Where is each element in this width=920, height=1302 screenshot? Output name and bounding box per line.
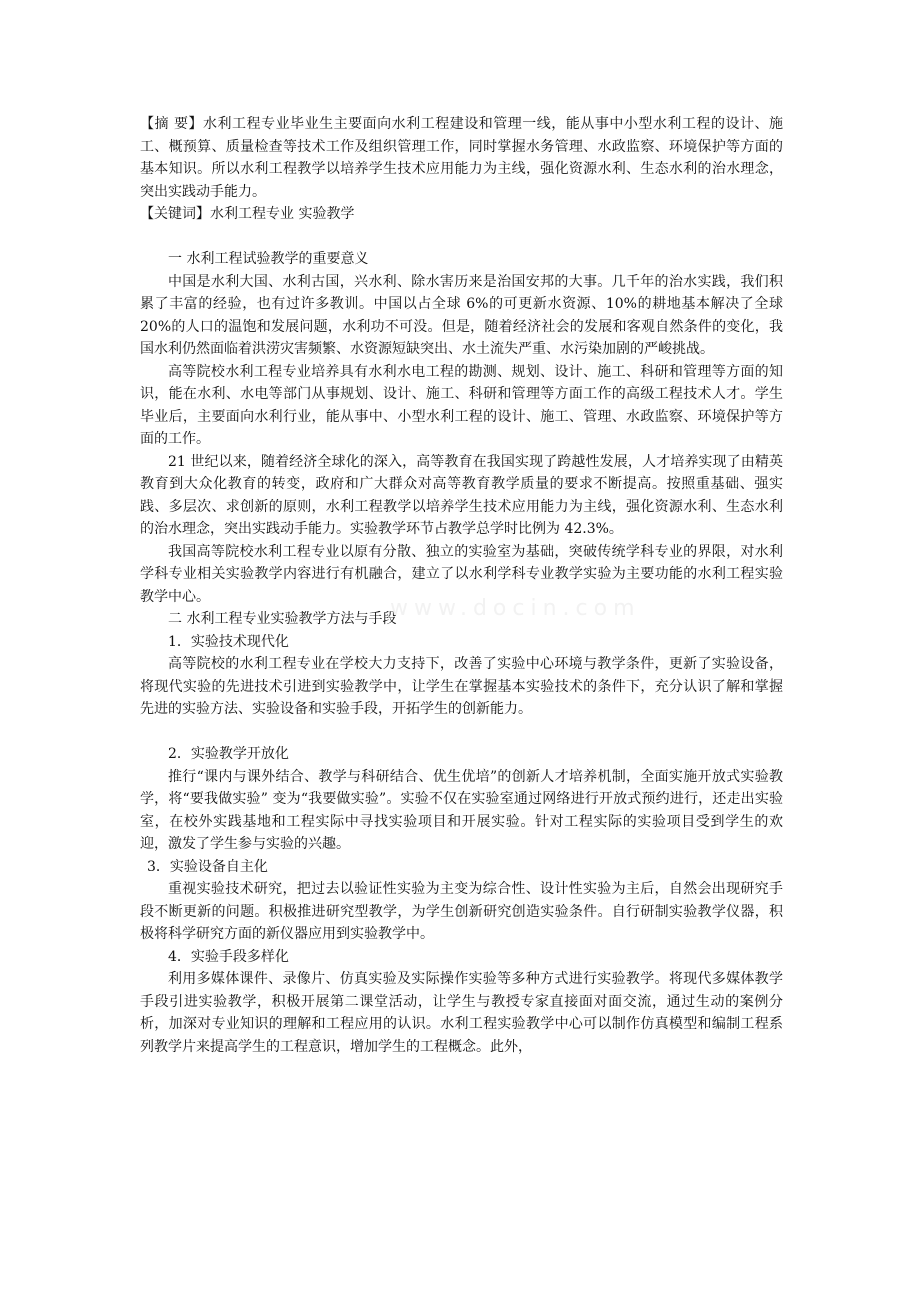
spacer xyxy=(140,226,783,249)
item1-title: 1．实验技术现代化 xyxy=(168,633,289,650)
section1-paragraph-1: 中国是水利大国、水利古国，兴水利、除水害历来是治国安邦的大事。几千年的治水实践，我们积累了丰富的经验，也有过许多教训。中国以占全球 6%的可更新水资源、10%的耕地基本解决了全球 20%的人口的温饱和发展问题，水利功不可没。但是，随着经济社会的发展和客观自然条件的变化，我国水利仍然面临着洪涝灾害频繁、水资源短缺突出、水土流失严重、水污染加剧的严峻挑战。 xyxy=(140,273,783,357)
watermark-text: www.docin.com xyxy=(390,596,641,621)
section1-heading: 一 水利工程试验教学的重要意义 xyxy=(168,251,369,267)
abstract-paragraph: 【摘 要】水利工程专业毕业生主要面向水利工程建设和管理一线，能从事中小型水利工程的设计、施工、概预算、质量检查等技术工作及组织管理工作，同时掌握水务管理、水政监察、环境保护等方面的基本知识。所以水利工程教学以培养学生技术应用能力为主线，强化资源水利、生态水利的治水理念，突出实践动手能力。 xyxy=(140,116,783,200)
section1-paragraph-4: 我国高等院校水利工程专业以原有分散、独立的实验室为基础，突破传统学科专业的界限，对水利学科专业相关实验教学内容进行有机融合，建立了以水利学科专业教学实验为主要功能的水利工程实验教学中心。 xyxy=(140,543,783,605)
item3-paragraph: 重视实验技术研究，把过去以验证性实验为主变为综合性、设计性实验为主后，自然会出现研究手段不断更新的问题。积极推进研究型教学，为学生创新研究创造实验条件。自行研制实验教学仪器，积极将科学研究方面的新仪器应用到实验教学中。 xyxy=(140,881,783,942)
section1-paragraph-3: 21 世纪以来，随着经济全球化的深入，高等教育在我国实现了跨越性发展，人才培养实现了由精英教育到大众化教育的转变，政府和广大群众对高等教育教学质量的要求不断提高。按照重基础、强实践、多层次、求创新的原则，水利工程教学以培养学生技术应用能力为主线，强化资源水利、生态水利的治水理念，突出实践动手能力。实验教学环节占教学总学时比例为 42.3%。 xyxy=(140,453,783,537)
item3-title: 3．实验设备自主化 xyxy=(147,858,268,875)
item1-paragraph: 高等院校的水利工程专业在学校大力支持下，改善了实验中心环境与教学条件，更新了实验设备，将现代实验的先进技术引进到实验教学中，让学生在掌握基本实验技术的条件下，充分认识了解和掌握先进的实验方法、实验设备和实验手段，开拓学生的创新能力。 xyxy=(140,656,783,717)
spacer xyxy=(140,721,783,744)
keywords-line: 【关键词】水利工程专业 实验教学 xyxy=(140,206,355,222)
item4-title: 4．实验手段多样化 xyxy=(168,948,289,965)
item2-paragraph: 推行“课内与课外结合、教学与科研结合、优生优培”的创新人才培养机制，全面实施开放式实验教学，将“要我做实验” 变为“我要做实验”。实验不仅在实验室通过网络进行开放式预约进行，还走出实验室，在校外实践基地和工程实际中寻找实验项目和开展实验。针对工程实际的实验项目受到学生的欢迎，激发了学生参与实验的兴趣。 xyxy=(140,768,783,852)
section2-heading: 二 水利工程专业实验教学方法与手段 xyxy=(168,611,397,627)
document-body xyxy=(140,113,783,1058)
item4-paragraph: 利用多媒体课件、录像片、仿真实验及实际操作实验等多种方式进行实验教学。将现代多媒体教学手段引进实验教学，积极开展第二课堂活动，让学生与教授专家直接面对面交流，通过生动的案例分析，加深对专业知识的理解和工程应用的认识。水利工程实验教学中心可以制作仿真模型和编制工程系列教学片来提高学生的工程意识，增加学生的工程概念。此外， xyxy=(140,971,783,1055)
section1-paragraph-2: 高等院校水利工程专业培养具有水利水电工程的勘测、规划、设计、施工、科研和管理等方面的知识，能在水利、水电等部门从事规划、设计、施工、科研和管理等方面工作的高级工程技术人才。学生毕业后，主要面向水利行业，能从事中、小型水利工程的设计、施工、管理、水政监察、环境保护等方面的工作。 xyxy=(140,363,783,447)
item2-title: 2．实验教学开放化 xyxy=(168,746,289,762)
